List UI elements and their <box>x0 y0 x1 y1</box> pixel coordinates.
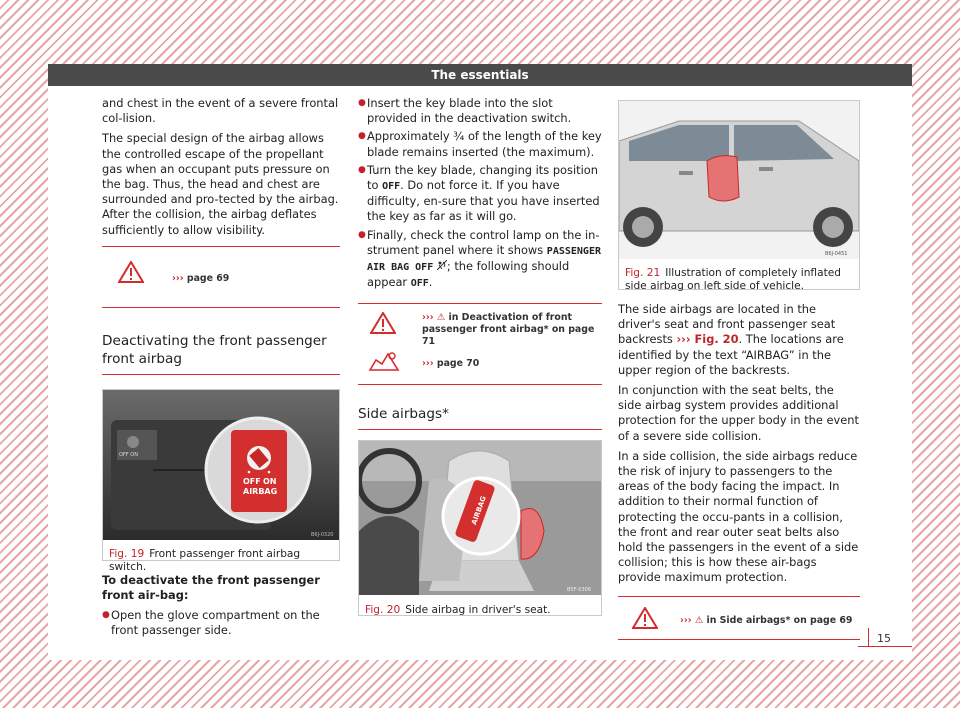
switch-label-airbag: AIRBAG <box>243 486 278 496</box>
figure-code: B6J-0320 <box>311 531 334 538</box>
figure-caption: Fig. 20 Side airbag in driver's seat. <box>365 603 551 616</box>
figure-caption: Fig. 19 Front passenger front airbag switch. <box>109 548 301 574</box>
header-title: The essentials <box>431 68 529 82</box>
car-side-airbag-illustration <box>619 101 859 259</box>
switch-label-off: OFF <box>243 476 261 486</box>
warning-reference[interactable]: ››› page 69 <box>172 272 230 284</box>
figure-code: B5F-0306 <box>567 587 592 594</box>
paragraph: The side airbags are located in the driver's seat and front passenger seat backrests ››› Fig. 20. The locations are identified by the text “AIRBAG” in the upper region of the backrests. <box>618 302 844 377</box>
page-number: 15 <box>877 632 891 645</box>
airbag-off-icon <box>437 260 447 270</box>
figure-20 <box>358 440 602 616</box>
airbag-switch-illustration <box>103 390 339 540</box>
svg-text:OFF ON: OFF ON <box>119 451 138 458</box>
off-symbol: OFF <box>382 181 401 193</box>
warning-reference[interactable]: ››› ⚠ in Deactivation of front passenger front airbag* on page 71 <box>422 312 595 348</box>
column-2 <box>358 96 602 616</box>
environment-note-icon <box>368 350 400 372</box>
instruction-heading: To deactivate the front passenger front air-bag: <box>102 572 320 603</box>
bullet-item: ● Insert the key blade into the slot provided in the deactivation switch. <box>358 96 602 126</box>
figure-21 <box>618 100 860 293</box>
warning-reference[interactable]: ››› ⚠ in Side airbags* on page 69 <box>680 614 853 626</box>
section-title: Side airbags* <box>358 405 602 430</box>
seat-airbag-label: AIRBAG <box>470 495 488 527</box>
corner-rule <box>858 646 912 647</box>
side-airbag-seat-illustration <box>359 441 601 595</box>
paragraph: The special design of the airbag allows the controlled escape of the propellant gas when an occupant puts pressure on the bag. Thus, the head and chest are surrounded and pro-tected by the airbag. After the collision, the airbag deflates sufficiently to allow visibility. <box>102 131 339 237</box>
bullet-item: ● Open the glove compartment on the front passenger side. <box>102 608 340 638</box>
bullet-item: ● Turn the key blade, changing its position to OFF. Do not force it. If you have difficulty, en-sure that you have inserted the key as far as it will go. <box>358 163 602 225</box>
warning-triangle-icon <box>118 261 144 283</box>
figure-caption: Fig. 21 Illustration of completely inflated side airbag on left side of vehicle. <box>625 267 841 293</box>
column-3 <box>618 100 860 640</box>
warning-box <box>618 596 860 640</box>
warning-triangle-icon <box>632 607 658 629</box>
page-number-divider <box>868 628 869 646</box>
off-symbol: OFF <box>410 278 429 290</box>
figure-code: B6J-0451 <box>825 251 848 257</box>
column-1 <box>102 96 340 642</box>
warning-box <box>102 246 340 308</box>
paragraph: and chest in the event of a severe frontal col-lision. <box>102 96 339 126</box>
bullet-item: ● Approximately ¾ of the length of the key blade remains inserted (the maximum). <box>358 129 602 159</box>
warning-triangle-icon <box>370 312 396 334</box>
passenger-airbag-off-symbol: PASSENGER AIR BAG OFF <box>367 245 601 274</box>
figure-link[interactable]: ››› Fig. 20 <box>676 332 739 347</box>
bullet-item: ● Finally, check the control lamp on the in-strument panel where it shows PASSENGER AIR BAG OFF ; the following should appear OFF. <box>358 228 602 292</box>
page-header <box>48 64 912 86</box>
warning-box <box>358 303 602 385</box>
paragraph: In conjunction with the seat belts, the side airbag system provides additional protection for the upper body in the event of a severe side collision. <box>618 383 859 443</box>
section-title: Deactivating the front passenger front airbag <box>102 332 340 375</box>
paragraph: In a side collision, the side airbags reduce the risk of injury to passengers to the areas of the body facing the impact. In addition to their normal function of protecting the occu-pants in a collision, the front and rear outer seat belts also hold the passengers in the event of a side collision; this is how these air-bags provide maximum protection. <box>618 448 859 585</box>
note-reference[interactable]: ››› page 70 <box>422 358 480 370</box>
switch-label-on: ON <box>263 476 277 486</box>
figure-19 <box>102 389 340 574</box>
